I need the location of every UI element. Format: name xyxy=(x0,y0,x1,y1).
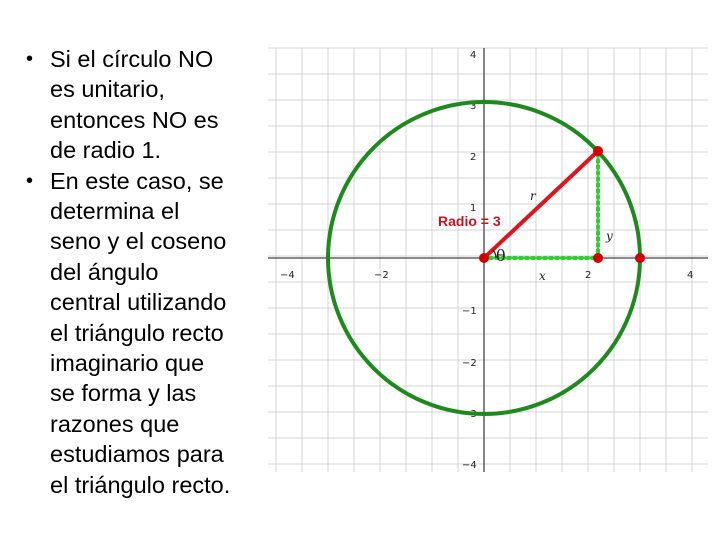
x-tick-label: −2 xyxy=(374,270,389,281)
x-tick-label: −4 xyxy=(280,270,295,281)
y-tick-label: −2 xyxy=(462,358,477,369)
y-tick-label: −3 xyxy=(462,409,477,420)
y-tick-label: 3 xyxy=(470,101,477,112)
y-label: y xyxy=(606,229,613,243)
circle-diagram xyxy=(268,40,708,480)
bullet-list xyxy=(24,44,272,500)
x-label: x xyxy=(539,269,546,283)
x-tick-label: 4 xyxy=(687,270,694,281)
bullet-text: En este caso, se determina el seno y el coseno del ángulo central utilizando el triángulo recto imaginario que se forma y las razones que estudiamos para el triángulo recto. xyxy=(50,167,231,498)
x-tick-label: 2 xyxy=(585,270,592,281)
y-tick-label: 1 xyxy=(470,203,477,214)
x-tick-labels xyxy=(280,270,693,281)
origin-point xyxy=(479,253,489,263)
bullet-dot: • xyxy=(26,169,34,192)
x-intercept-point xyxy=(635,253,645,263)
bullet-item xyxy=(24,166,272,500)
y-tick-label: −4 xyxy=(462,460,477,471)
y-tick-labels xyxy=(462,50,477,471)
y-tick-label: 4 xyxy=(470,50,477,61)
r-label: r xyxy=(530,189,536,203)
y-tick-label: −1 xyxy=(462,306,477,317)
bullet-text: Si el círculo NO es unitario, entonces NO es de radio 1. xyxy=(50,46,219,164)
bullet-item xyxy=(24,44,272,166)
circle-point xyxy=(593,146,603,156)
radius-label: Radio = 3 xyxy=(438,213,501,229)
y-tick-label: 2 xyxy=(470,152,477,163)
theta-label: θ xyxy=(496,246,506,265)
bullet-dot: • xyxy=(26,48,34,70)
foot-point xyxy=(593,253,603,263)
